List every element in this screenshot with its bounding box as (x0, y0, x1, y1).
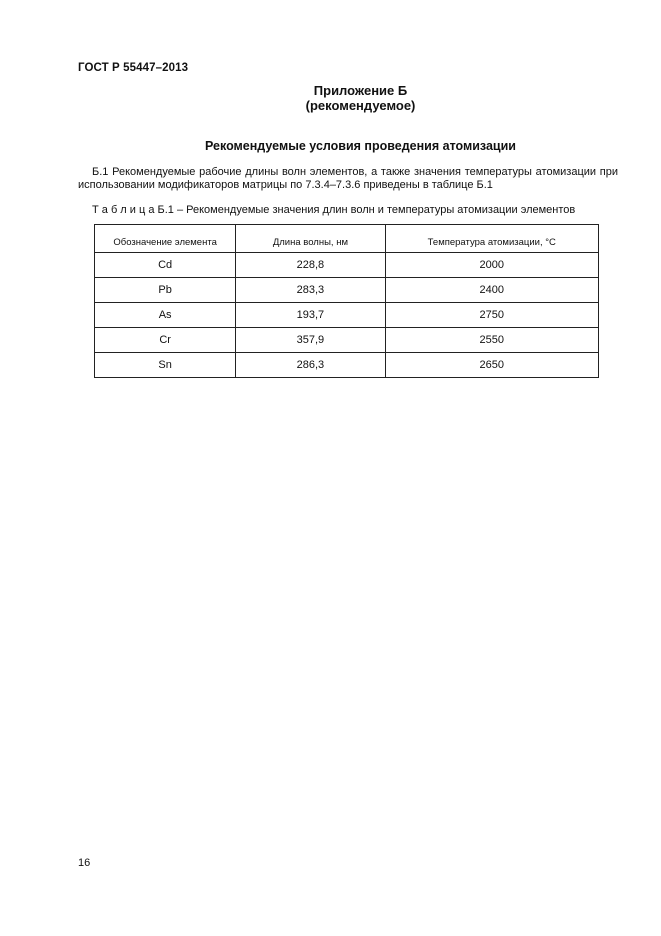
cell-temperature: 2400 (385, 278, 598, 303)
table-caption: Т а б л и ц а Б.1 – Рекомендуемые значения длин волн и температуры атомизации элементов (92, 204, 576, 216)
cell-temperature: 2650 (385, 353, 598, 378)
cell-element: As (95, 303, 236, 328)
cell-element: Cr (95, 328, 236, 353)
cell-wavelength: 286,3 (236, 353, 385, 378)
cell-wavelength: 228,8 (236, 253, 385, 278)
appendix-status: (рекомендуемое) (305, 98, 416, 113)
data-table (94, 224, 599, 378)
section-title: Рекомендуемые условия проведения атомизации (205, 139, 516, 153)
appendix-title: Приложение Б (313, 83, 408, 98)
cell-temperature: 2750 (385, 303, 598, 328)
cell-wavelength: 193,7 (236, 303, 385, 328)
table-row (95, 328, 599, 353)
page-number: 16 (78, 857, 91, 869)
column-header-temperature: Температура атомизации, °С (385, 225, 598, 253)
cell-element: Pb (95, 278, 236, 303)
paragraph-text: Б.1 Рекомендуемые рабочие длины волн элементов, а также значения температуры атомизации при использовании модификаторов матрицы по 7.3.4–7.3.6 приведены в таблице Б.1 (78, 166, 618, 191)
cell-temperature: 2000 (385, 253, 598, 278)
cell-element: Cd (95, 253, 236, 278)
column-header-wavelength: Длина волны, нм (236, 225, 385, 253)
table-row (95, 278, 599, 303)
table-header-row (95, 225, 599, 253)
appendix-heading (0, 83, 661, 113)
cell-element: Sn (95, 353, 236, 378)
cell-wavelength: 283,3 (236, 278, 385, 303)
cell-temperature: 2550 (385, 328, 598, 353)
standard-number: ГОСТ Р 55447–2013 (78, 62, 189, 74)
cell-wavelength: 357,9 (236, 328, 385, 353)
table-row (95, 303, 599, 328)
table-row (95, 353, 599, 378)
table-row (95, 253, 599, 278)
paragraph-b1 (78, 166, 618, 192)
column-header-element: Обозначение элемента (95, 225, 236, 253)
